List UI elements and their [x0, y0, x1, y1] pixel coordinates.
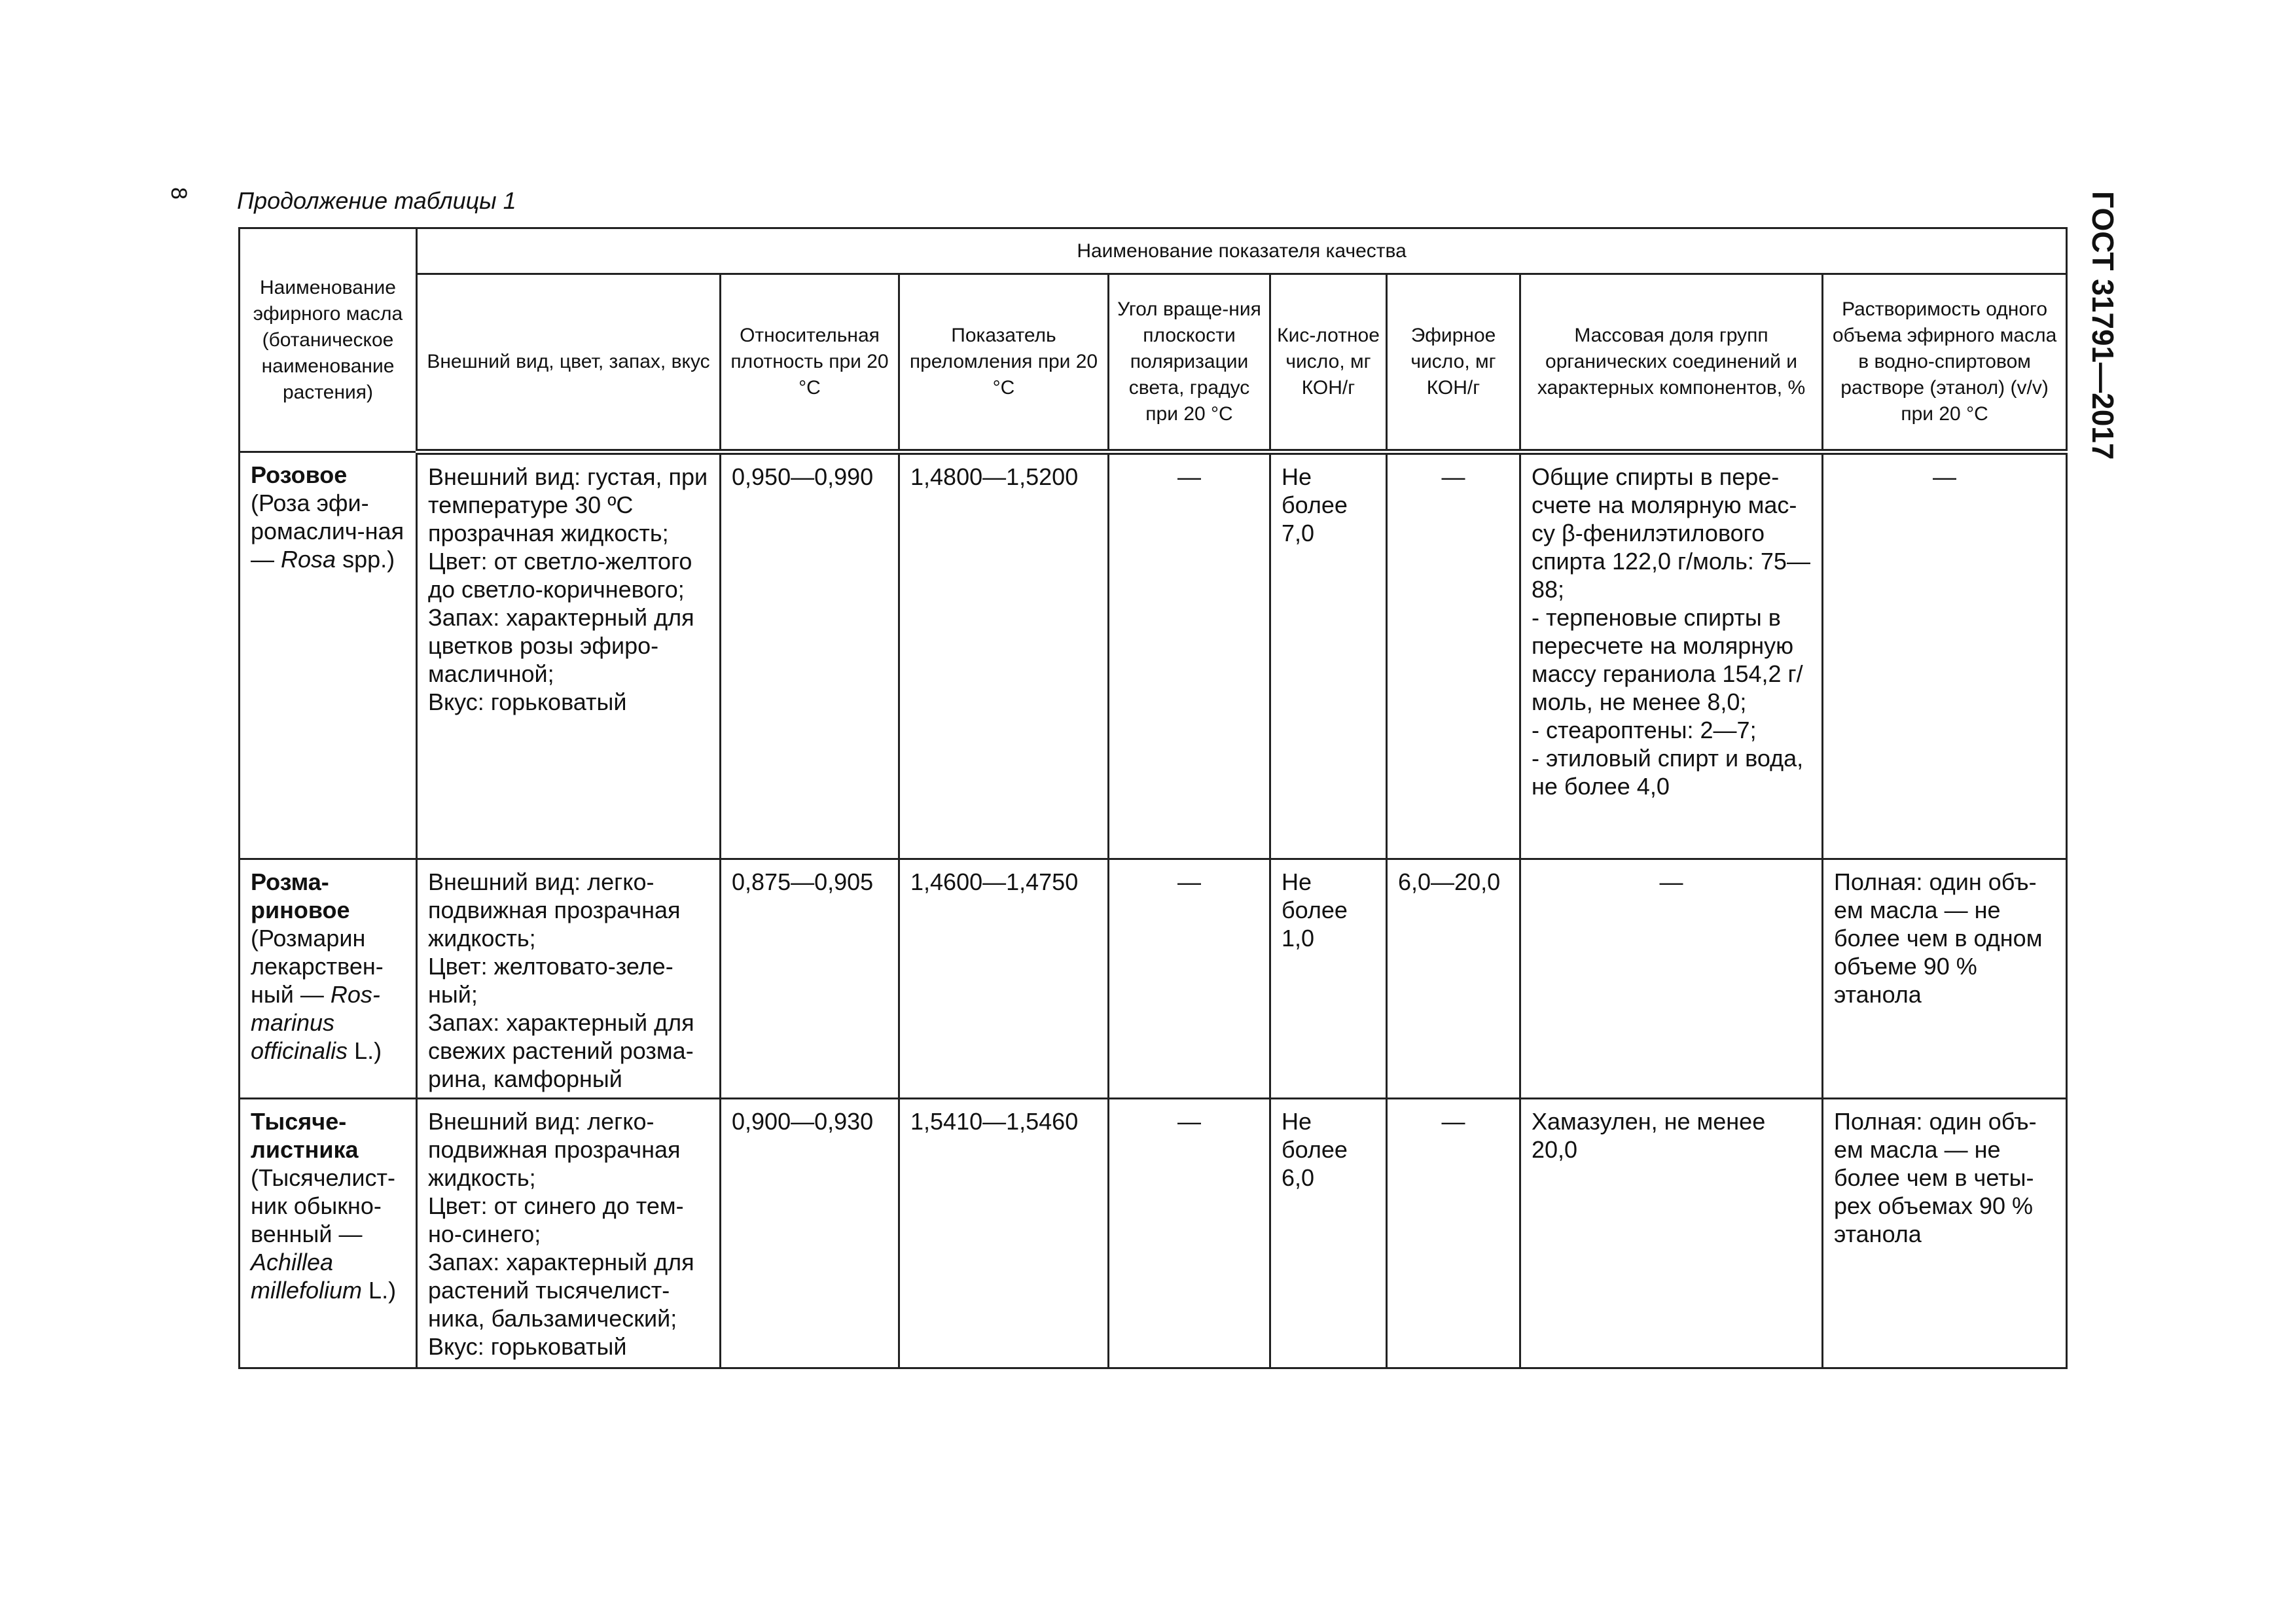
ester-number-cell: 6,0—20,0 [1387, 859, 1520, 1099]
rotation-cell: — [1109, 859, 1270, 1099]
header-appearance: Внешний вид, цвет, запах, вкус [417, 274, 721, 452]
quality-table [238, 227, 2068, 1369]
refraction-cell: 1,5410—1,5460 [899, 1099, 1109, 1368]
oil-name: Тысяче-листника [251, 1108, 359, 1163]
header-acid-number: Кис-лотное число, мг КОН/г [1270, 274, 1387, 452]
mass-fraction-line: Общие спирты в пере-счете на молярную мас-су β-фенилэтилового спирта 122,0 г/моль: 75—88; [1532, 463, 1810, 603]
header-rotation: Угол враще-ния плоскости поляризации света, градус при 20 °С [1109, 274, 1270, 452]
refraction-cell: 1,4800—1,5200 [899, 452, 1109, 859]
oil-name: Розовое [251, 461, 348, 488]
botanical-name: (Роза эфи-ромаслич-ная — [251, 490, 404, 573]
density-cell: 0,875—0,905 [721, 859, 899, 1099]
oil-name-cell [240, 452, 417, 859]
acid-number-cell: Не более 1,0 [1270, 859, 1387, 1099]
table-row [240, 452, 2067, 859]
density-cell: 0,950—0,990 [721, 452, 899, 859]
header-density: Относительная плотность при 20 °С [721, 274, 899, 452]
color-line: Цвет: от синего до тем-но-синего; [428, 1192, 684, 1247]
table-row [240, 859, 2067, 1099]
header-oil-name: Наименование эфирного масла (ботаническое наименование растения) [240, 228, 417, 452]
botanical-suffix: L.) [362, 1277, 397, 1304]
solubility-cell: Полная: один объ-ем масла — не более чем в одном объеме 90 % этанола [1823, 859, 2067, 1099]
appearance-cell [417, 1099, 721, 1368]
color-line: Цвет: от светло-желтого до светло-коричневого; [428, 548, 692, 603]
rotation-cell: — [1109, 452, 1270, 859]
oil-name-cell [240, 859, 417, 1099]
taste-line: Вкус: горьковатый [428, 1333, 627, 1360]
taste-line: Вкус: горьковатый [428, 688, 627, 715]
solubility-cell: — [1823, 452, 2067, 859]
table-row [240, 1099, 2067, 1368]
mass-fraction-cell: — [1520, 859, 1823, 1099]
header-quality-group: Наименование показателя качества [417, 228, 2067, 274]
density-cell: 0,900—0,930 [721, 1099, 899, 1368]
botanical-name: (Розмарин лекарствен-ный — [251, 925, 384, 1008]
appearance-line: Внешний вид: легко-подвижная прозрачная жидкость; [428, 1108, 681, 1191]
rotation-cell: — [1109, 1099, 1270, 1368]
latin-name: Achillea millefolium [251, 1249, 363, 1304]
smell-line: Запах: характерный для цветков розы эфиро-масличной; [428, 604, 694, 687]
smell-line: Запах: характерный для растений тысячелист-ника, бальзамический; [428, 1249, 694, 1332]
standard-code: ГОСТ 31791—2017 [2086, 191, 2120, 460]
ester-number-cell: — [1387, 452, 1520, 859]
acid-number-cell: Не более 7,0 [1270, 452, 1387, 859]
mass-fraction-cell: Хамазулен, не менее 20,0 [1520, 1099, 1823, 1368]
appearance-cell [417, 859, 721, 1099]
botanical-name: (Тысячелист-ник обыкно-венный — [251, 1164, 395, 1247]
botanical-suffix: spp.) [336, 546, 395, 573]
smell-line: Запах: характерный для свежих растений розма-рина, камфорный [428, 1009, 694, 1092]
refraction-cell: 1,4600—1,4750 [899, 859, 1109, 1099]
header-solubility: Растворимость одного объема эфирного масла в водно-спиртовом растворе (этанол) (v/v) при 20 °С [1823, 274, 2067, 452]
latin-name: Ros-marinus officinalis [251, 981, 380, 1064]
header-ester-number: Эфирное число, мг КОН/г [1387, 274, 1520, 452]
appearance-cell [417, 452, 721, 859]
header-mass-fraction: Массовая доля групп органических соединений и характерных компонентов, % [1520, 274, 1823, 452]
header-refraction: Показатель преломления при 20 °С [899, 274, 1109, 452]
botanical-suffix: L.) [348, 1037, 382, 1064]
mass-fraction-line: - стеароптены: 2—7; [1532, 717, 1757, 743]
latin-name: Rosa [281, 546, 336, 573]
appearance-line: Внешний вид: густая, при температуре 30 ºС прозрачная жидкость; [428, 463, 708, 546]
page-number: 8 [166, 187, 191, 200]
solubility-cell: Полная: один объ-ем масла — не более чем в четы-рех объемах 90 % этанола [1823, 1099, 2067, 1368]
table-caption: Продолжение таблицы 1 [237, 187, 516, 214]
color-line: Цвет: желтовато-зеле-ный; [428, 953, 673, 1008]
ester-number-cell: — [1387, 1099, 1520, 1368]
mass-fraction-cell [1520, 452, 1823, 859]
oil-name: Розма-риновое [251, 868, 350, 923]
appearance-line: Внешний вид: легко-подвижная прозрачная жидкость; [428, 868, 681, 952]
acid-number-cell: Не более 6,0 [1270, 1099, 1387, 1368]
mass-fraction-line: - этиловый спирт и вода, не более 4,0 [1532, 745, 1804, 800]
oil-name-cell [240, 1099, 417, 1368]
mass-fraction-line: - терпеновые спирты в пересчете на молярную массу гераниола 154,2 г/моль, не менее 8,0; [1532, 604, 1803, 715]
